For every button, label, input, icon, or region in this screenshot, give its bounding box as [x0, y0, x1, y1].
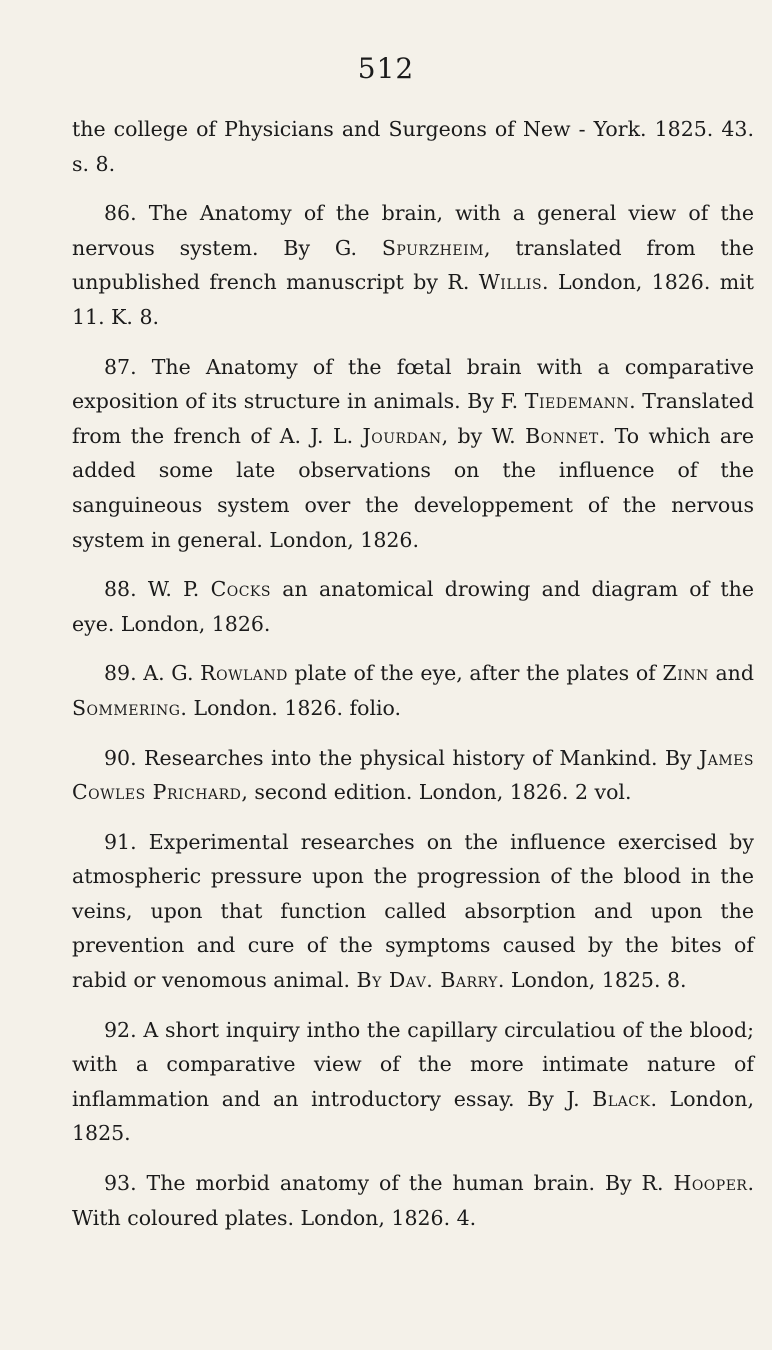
entry-text: , by W.	[441, 423, 526, 448]
entry-93	[72, 1166, 754, 1235]
author-name: Willis	[478, 270, 543, 295]
entry-text: 92. A short inquiry intho the capillary circulatiou of the blood; with a comparative view of the more intimate nature of inflammation and an introductory essay. By J.	[72, 1017, 754, 1111]
entry-91	[72, 825, 754, 998]
author-name: Black	[592, 1086, 651, 1111]
entry-text: , second edition. London, 1826. 2 vol.	[241, 780, 632, 805]
entry-text: . With coloured plates. London, 1826. 4.	[72, 1171, 754, 1230]
author-name: Sommering	[72, 695, 181, 720]
entry-text: 91. Experimental researches on the influence exercised by atmospheric pressure upon the progression of the blood in the veins, upon that function called absorption and upon the prevention and cure of the symptoms caused by the bites of rabid or venomous animal.	[72, 829, 754, 993]
author-name: Hooper	[673, 1171, 748, 1196]
entry-continuation	[72, 112, 754, 181]
entry-89	[72, 656, 754, 725]
entry-text: an anatomical drowing and diagram of the eye. London, 1826.	[72, 577, 754, 636]
entry-text: . Translated from the french of A. J. L.	[72, 389, 754, 448]
entry-88	[72, 572, 754, 641]
entry-text: 87. The Anatomy of the fœtal brain with a comparative exposition of its structure in animals. By F.	[72, 354, 754, 414]
entry-text: . London, 1825.	[72, 1086, 754, 1146]
entry-text: 89. A. G.	[104, 661, 201, 686]
entry-text: plate of the eye, after the plates of	[287, 661, 663, 686]
entry-text: and	[708, 661, 754, 686]
entry-text: . London, 1826. mit 11. K. 8.	[72, 270, 754, 329]
entry-text: 88. W. P.	[104, 577, 211, 602]
entry-text: 93. The morbid anatomy of the human brain. By R.	[104, 1171, 674, 1196]
entry-90	[72, 741, 754, 810]
entry-text: . To which are added some late observations on the influence of the sanguineous system over the developpement of the nervous system in general. London, 1826.	[72, 423, 755, 552]
entry-text: . London. 1826. folio.	[180, 695, 402, 720]
author-name: Rowland	[200, 661, 288, 686]
entry-text: the college of Physicians and Surgeons of New - York. 1825. 43. s. 8.	[72, 117, 754, 176]
entry-text: 90. Researches into the physical history of Mankind. By	[104, 745, 700, 770]
entry-86	[72, 196, 754, 334]
author-name: Cocks	[210, 577, 271, 602]
entry-87	[72, 350, 754, 558]
entry-text: 86. The Anatomy of the brain, with a general view of the nervous system. By G.	[72, 201, 754, 260]
author-name: Bonnet	[525, 423, 599, 448]
bibliography-list	[72, 112, 754, 1250]
entry-text: . London, 1825. 8.	[497, 968, 687, 993]
author-name: By Dav. Barry	[356, 968, 498, 993]
author-name: Zinn	[662, 661, 709, 686]
page-number: 512	[357, 52, 415, 85]
entry-text: , translated from the unpublished french manuscript by R.	[72, 235, 755, 295]
author-name: Tiedemann	[524, 389, 630, 414]
author-name: Spurzheim	[381, 235, 484, 260]
entry-92	[72, 1013, 754, 1151]
author-name: James Cowles Prichard	[72, 745, 754, 805]
author-name: Jourdan	[362, 423, 442, 448]
